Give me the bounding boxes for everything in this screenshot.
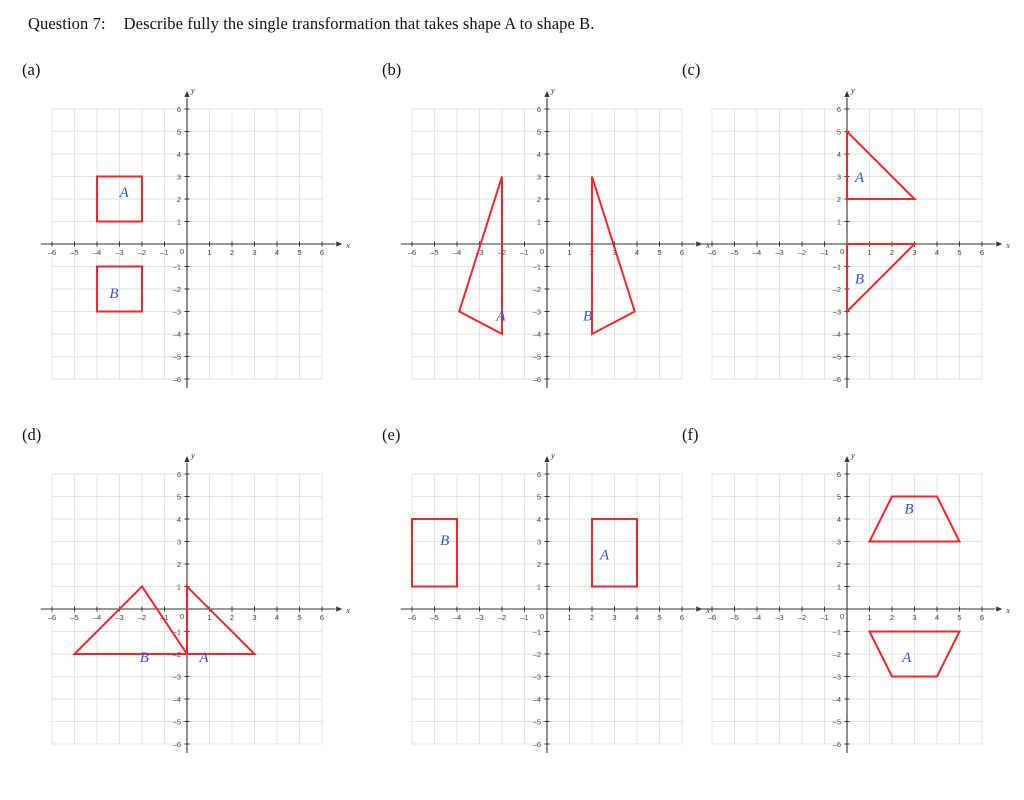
- y-tick-label: 2: [536, 195, 541, 204]
- x-tick-label: –3: [775, 248, 784, 257]
- x-tick-label: –3: [775, 613, 784, 622]
- y-tick-label: 6: [836, 470, 841, 479]
- coordinate-grid-a: [26, 85, 351, 402]
- x-tick-label: 4: [274, 613, 280, 622]
- x-tick-label: –4: [452, 613, 462, 622]
- x-tick-label: –6: [407, 613, 417, 622]
- coordinate-grid-c: [686, 85, 1011, 402]
- y-tick-label: 5: [836, 127, 841, 137]
- x-tick-label: 6: [319, 613, 325, 622]
- y-tick-label: 4: [836, 515, 841, 524]
- y-tick-label: –1: [172, 262, 181, 272]
- shape-label-a: A: [199, 649, 209, 666]
- x-tick-label: –3: [475, 248, 484, 257]
- axes: [41, 98, 336, 388]
- x-tick-label: –4: [752, 248, 762, 257]
- y-tick-label: 1: [536, 217, 541, 227]
- y-tick-label: –3: [532, 672, 541, 682]
- y-tick-label: –4: [532, 330, 541, 339]
- axes: [701, 98, 996, 388]
- plot-area-a: [26, 85, 351, 396]
- x-tick-label: 6: [979, 613, 985, 622]
- x-tick-label: –3: [475, 613, 484, 622]
- y-tick-label: 1: [836, 582, 841, 592]
- y-axis-label: y: [851, 450, 855, 460]
- x-tick-label: –4: [92, 613, 102, 622]
- axis-arrows: [844, 456, 1002, 612]
- shape-label-b: B: [904, 501, 914, 518]
- y-tick-label: 4: [176, 150, 181, 159]
- y-tick-label: 6: [176, 105, 181, 114]
- y-tick-label: 5: [536, 492, 541, 502]
- shape-label-a: A: [854, 170, 865, 187]
- axis-arrows: [844, 91, 1002, 247]
- y-tick-label: 5: [176, 492, 181, 502]
- x-tick-label: –1: [160, 248, 169, 257]
- x-tick-label: 3: [612, 613, 617, 622]
- x-tick-label: 3: [252, 613, 257, 622]
- y-tick-label: –2: [172, 650, 181, 659]
- x-tick-label: –4: [752, 613, 762, 622]
- shape-label-b: B: [109, 286, 119, 302]
- y-tick-label: –2: [532, 650, 541, 659]
- x-axis-label: x: [706, 240, 711, 250]
- panel-label-a: (a): [22, 60, 41, 79]
- question-heading: [28, 14, 594, 34]
- shape-b-outline: [75, 587, 188, 655]
- y-tick-label: 3: [536, 172, 541, 182]
- y-tick-label: –1: [172, 627, 181, 637]
- y-tick-label: 4: [176, 515, 181, 524]
- x-tick-label: –2: [137, 248, 147, 257]
- plot-area-d: [26, 450, 351, 761]
- x-tick-label: –5: [730, 248, 739, 257]
- x-tick-label: 4: [274, 248, 280, 257]
- x-tick-label: 0: [840, 612, 845, 621]
- x-tick-label: –3: [115, 613, 124, 622]
- y-tick-label: 6: [176, 470, 181, 479]
- y-axis-label: y: [851, 85, 855, 95]
- y-tick-label: 2: [836, 560, 841, 569]
- y-tick-label: –4: [172, 330, 181, 339]
- y-tick-label: –5: [832, 717, 841, 727]
- y-tick-label: –2: [172, 285, 181, 294]
- x-tick-label: 1: [567, 613, 572, 622]
- coordinate-grid-d: [26, 450, 351, 767]
- y-tick-label: –1: [832, 262, 841, 272]
- x-tick-label: –6: [707, 248, 717, 257]
- x-tick-label: 0: [540, 612, 545, 621]
- y-tick-label: –1: [532, 262, 541, 272]
- y-tick-label: 4: [536, 515, 541, 524]
- shape-label-b: B: [583, 308, 593, 325]
- x-tick-label: –5: [70, 613, 79, 622]
- x-tick-label: 4: [634, 613, 640, 622]
- y-tick-label: –2: [532, 285, 541, 294]
- shape-label-a: A: [496, 308, 506, 325]
- y-tick-label: –4: [832, 695, 841, 704]
- axis-arrows: [544, 456, 702, 612]
- y-axis-label: y: [191, 450, 195, 460]
- x-tick-label: 6: [679, 248, 685, 257]
- x-tick-label: –4: [92, 248, 102, 257]
- x-tick-label: –1: [520, 613, 529, 622]
- y-tick-label: –3: [172, 672, 181, 682]
- y-tick-label: –5: [832, 352, 841, 362]
- shape-label-a: A: [902, 649, 912, 666]
- x-tick-label: 2: [589, 248, 595, 257]
- y-tick-label: –4: [172, 695, 181, 704]
- x-tick-label: 1: [207, 613, 212, 622]
- y-tick-label: 1: [176, 217, 181, 227]
- x-tick-label: 6: [979, 248, 985, 257]
- panel-label-c: (c): [682, 60, 701, 79]
- x-tick-label: –6: [47, 248, 57, 257]
- y-tick-label: 5: [536, 127, 541, 137]
- x-tick-label: 5: [657, 613, 662, 622]
- y-tick-label: 4: [536, 150, 541, 159]
- y-tick-label: 3: [836, 537, 841, 547]
- y-tick-label: –6: [832, 375, 841, 384]
- y-tick-label: 4: [836, 150, 841, 159]
- y-tick-label: –1: [532, 627, 541, 637]
- y-tick-label: 2: [176, 560, 181, 569]
- x-tick-label: 3: [912, 613, 917, 622]
- y-tick-label: –6: [532, 740, 541, 749]
- x-tick-label: –2: [797, 248, 807, 257]
- x-tick-label: –2: [137, 613, 147, 622]
- coordinate-grid-b: [386, 85, 711, 402]
- plot-area-c: [686, 85, 1011, 396]
- coordinate-grid-f: [686, 450, 1011, 767]
- x-tick-label: 1: [867, 248, 872, 257]
- y-tick-label: –5: [172, 352, 181, 362]
- y-axis-label: y: [551, 450, 555, 460]
- x-tick-label: 2: [889, 613, 895, 622]
- y-tick-label: –4: [532, 695, 541, 704]
- y-axis-label: y: [191, 85, 195, 95]
- panel-label-f: (f): [682, 425, 699, 444]
- y-tick-label: –5: [532, 352, 541, 362]
- x-axis-label: x: [1006, 605, 1011, 615]
- x-tick-label: –1: [820, 613, 829, 622]
- y-tick-label: –4: [832, 330, 841, 339]
- shape-label-b: B: [854, 271, 865, 288]
- x-tick-label: –1: [820, 248, 829, 257]
- y-tick-label: 2: [836, 195, 841, 204]
- x-tick-label: 5: [657, 248, 662, 257]
- x-tick-label: 4: [934, 613, 940, 622]
- shape-label-a: A: [599, 547, 610, 564]
- y-tick-label: 5: [176, 127, 181, 137]
- x-tick-label: 3: [912, 248, 917, 257]
- y-tick-label: 6: [536, 470, 541, 479]
- axes: [41, 463, 336, 753]
- axes: [401, 463, 696, 753]
- x-axis-label: x: [706, 605, 711, 615]
- shape-label-a: A: [119, 184, 129, 201]
- x-tick-label: 5: [297, 248, 302, 257]
- y-tick-label: 1: [836, 217, 841, 227]
- y-tick-label: –2: [832, 285, 841, 294]
- x-tick-label: 0: [840, 247, 845, 256]
- x-tick-label: –2: [497, 613, 507, 622]
- plot-area-b: [386, 85, 711, 396]
- x-tick-label: –6: [407, 248, 417, 257]
- x-tick-label: –4: [452, 248, 462, 257]
- x-tick-label: –3: [115, 248, 124, 257]
- shape-label-b: B: [139, 649, 149, 666]
- y-tick-label: –6: [172, 375, 181, 384]
- shape-label-b: B: [440, 532, 450, 549]
- x-tick-label: 2: [229, 613, 235, 622]
- axis-arrows: [184, 91, 342, 247]
- x-tick-label: 1: [207, 248, 212, 257]
- axis-arrows: [184, 456, 342, 612]
- y-tick-label: –2: [832, 650, 841, 659]
- y-tick-label: 2: [536, 560, 541, 569]
- x-tick-label: 1: [867, 613, 872, 622]
- x-tick-label: –2: [497, 248, 507, 257]
- x-tick-label: 5: [297, 613, 302, 622]
- x-tick-label: –1: [520, 248, 529, 257]
- panel-row-top: [0, 60, 1024, 410]
- y-tick-label: 3: [536, 537, 541, 547]
- y-tick-label: 1: [176, 582, 181, 592]
- x-tick-label: 0: [180, 247, 185, 256]
- x-tick-label: 2: [229, 248, 235, 257]
- y-tick-label: –6: [532, 375, 541, 384]
- x-tick-label: –5: [730, 613, 739, 622]
- panel-label-d: (d): [22, 425, 42, 444]
- question-number: Question 7:: [28, 14, 106, 33]
- coordinate-grid-e: [386, 450, 711, 767]
- axes: [701, 463, 996, 753]
- x-tick-label: –6: [47, 613, 57, 622]
- y-tick-label: –1: [832, 627, 841, 637]
- x-tick-label: 2: [589, 613, 595, 622]
- x-axis-label: x: [346, 605, 351, 615]
- y-tick-label: –5: [532, 717, 541, 727]
- y-tick-label: –3: [172, 307, 181, 317]
- shape-a-outline: [187, 587, 255, 655]
- x-tick-label: 6: [319, 248, 325, 257]
- axes: [401, 98, 696, 388]
- shape-a-outline: [847, 132, 915, 200]
- y-tick-label: –3: [832, 672, 841, 682]
- panel-row-bottom: [0, 425, 1024, 775]
- y-tick-label: 3: [176, 172, 181, 182]
- x-tick-label: –2: [797, 613, 807, 622]
- x-tick-label: 5: [957, 613, 962, 622]
- y-axis-label: y: [551, 85, 555, 95]
- x-tick-label: –5: [430, 613, 439, 622]
- y-tick-label: 3: [836, 172, 841, 182]
- y-tick-label: –3: [832, 307, 841, 317]
- y-tick-label: –3: [532, 307, 541, 317]
- x-tick-label: 4: [934, 248, 940, 257]
- x-axis-label: x: [346, 240, 351, 250]
- plot-area-f: [686, 450, 1011, 761]
- x-tick-label: 2: [889, 248, 895, 257]
- x-tick-label: 6: [679, 613, 685, 622]
- x-tick-label: 5: [957, 248, 962, 257]
- x-tick-label: 4: [634, 248, 640, 257]
- y-tick-label: 6: [836, 105, 841, 114]
- question-text: Describe fully the single transformation that takes shape A to shape B.: [123, 14, 595, 33]
- y-tick-label: –6: [832, 740, 841, 749]
- y-tick-label: –5: [172, 717, 181, 727]
- y-tick-label: 3: [176, 537, 181, 547]
- x-tick-label: –6: [707, 613, 717, 622]
- x-tick-label: –1: [160, 613, 169, 622]
- x-axis-label: x: [1006, 240, 1011, 250]
- y-tick-label: 1: [536, 582, 541, 592]
- plot-area-e: [386, 450, 711, 761]
- panel-label-e: (e): [382, 425, 401, 444]
- x-tick-label: 0: [180, 612, 185, 621]
- x-tick-label: –5: [430, 248, 439, 257]
- x-tick-label: 1: [567, 248, 572, 257]
- y-tick-label: –6: [172, 740, 181, 749]
- y-tick-label: 6: [536, 105, 541, 114]
- y-tick-label: 2: [176, 195, 181, 204]
- x-tick-label: 3: [612, 248, 617, 257]
- y-tick-label: 5: [836, 492, 841, 502]
- x-tick-label: 3: [252, 248, 257, 257]
- panel-label-b: (b): [382, 60, 402, 79]
- x-tick-label: 0: [540, 247, 545, 256]
- x-tick-label: –5: [70, 248, 79, 257]
- axis-arrows: [544, 91, 702, 247]
